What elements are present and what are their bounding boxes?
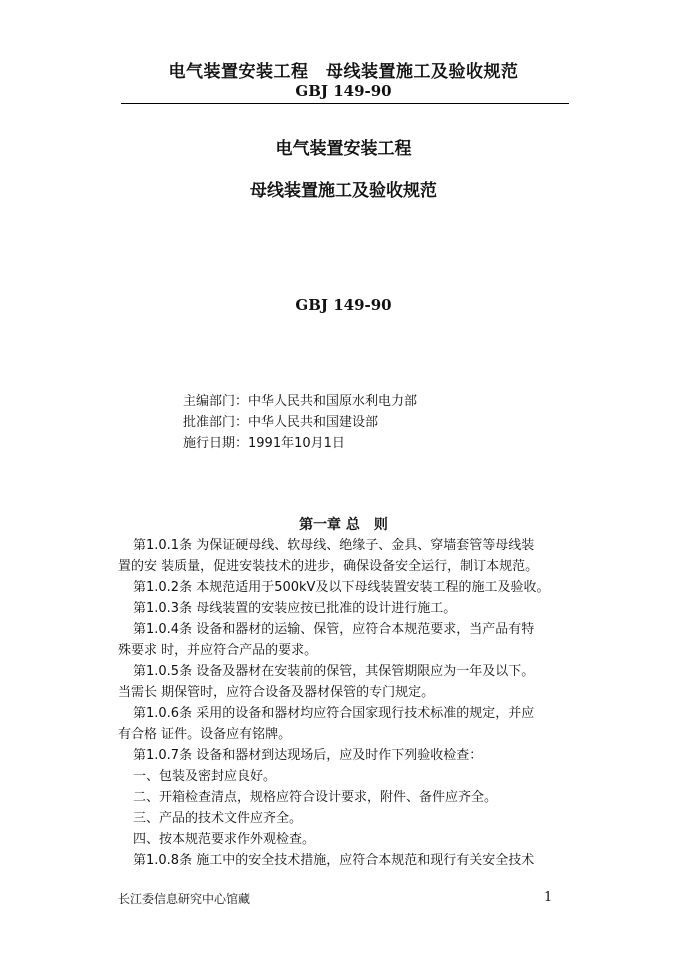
approval-department: 批准部门：中华人民共和国建设部 <box>183 415 379 430</box>
running-header-title: 电气装置安装工程 母线装置施工及验收规范 <box>168 62 519 82</box>
effective-date: 施行日期：1991年10月1日 <box>183 436 345 451</box>
header-rule <box>121 103 569 104</box>
footer-source: 长江委信息研究中心馆藏 <box>118 892 251 906</box>
body-line: 第1.0.7条 设备和器材到达现场后，应及时作下列验收检查： <box>133 748 483 763</box>
page-number: 1 <box>544 890 553 905</box>
body-line: 第1.0.8条 施工中的安全技术措施，应符合本规范和现行有关安全技术 <box>133 853 535 868</box>
chapter-heading: 第一章 总 则 <box>299 517 388 533</box>
editor-department: 主编部门：中华人民共和国原水利电力部 <box>183 394 418 409</box>
body-line: 有合格 证件。设备应有铭牌。 <box>118 727 292 742</box>
body-line: 第1.0.4条 设备和器材的运输、保管，应符合本规范要求，当产品有特 <box>133 622 535 637</box>
body-line: 二、开箱检查清点，规格应符合设计要求，附件、备件应齐全。 <box>133 790 498 805</box>
body-line: 四、按本规范要求作外观检查。 <box>133 832 316 847</box>
body-line: 置的安 装质量，促进安装技术的进步，确保设备安全运行，制订本规范。 <box>118 559 539 574</box>
body-line: 当需长 期保管时，应符合设备及器材保管的专门规定。 <box>118 685 435 700</box>
document-title-line1: 电气装置安装工程 <box>275 139 412 159</box>
running-header-code: GBJ 149-90 <box>295 82 392 100</box>
body-line: 第1.0.1条 为保证硬母线、软母线、绝缘子、金具、穿墙套管等母线装 <box>133 538 535 553</box>
body-line: 一、包装及密封应良好。 <box>133 769 277 784</box>
body-line: 第1.0.2条 本规范适用于500kV及以下母线装置安装工程的施工及验收。 <box>133 580 550 595</box>
body-line: 三、产品的技术文件应齐全。 <box>133 811 303 826</box>
body-line: 第1.0.3条 母线装置的安装应按已批准的设计进行施工。 <box>133 601 457 616</box>
document-title-line2: 母线装置施工及验收规范 <box>250 181 437 201</box>
body-line: 第1.0.6条 采用的设备和器材均应符合国家现行技术标准的规定，并应 <box>133 706 535 721</box>
body-line: 殊要求 时，并应符合产品的要求。 <box>118 643 318 658</box>
document-code: GBJ 149-90 <box>295 296 392 314</box>
body-line: 第1.0.5条 设备及器材在安装前的保管，其保管期限应为一年及以下。 <box>133 664 535 679</box>
